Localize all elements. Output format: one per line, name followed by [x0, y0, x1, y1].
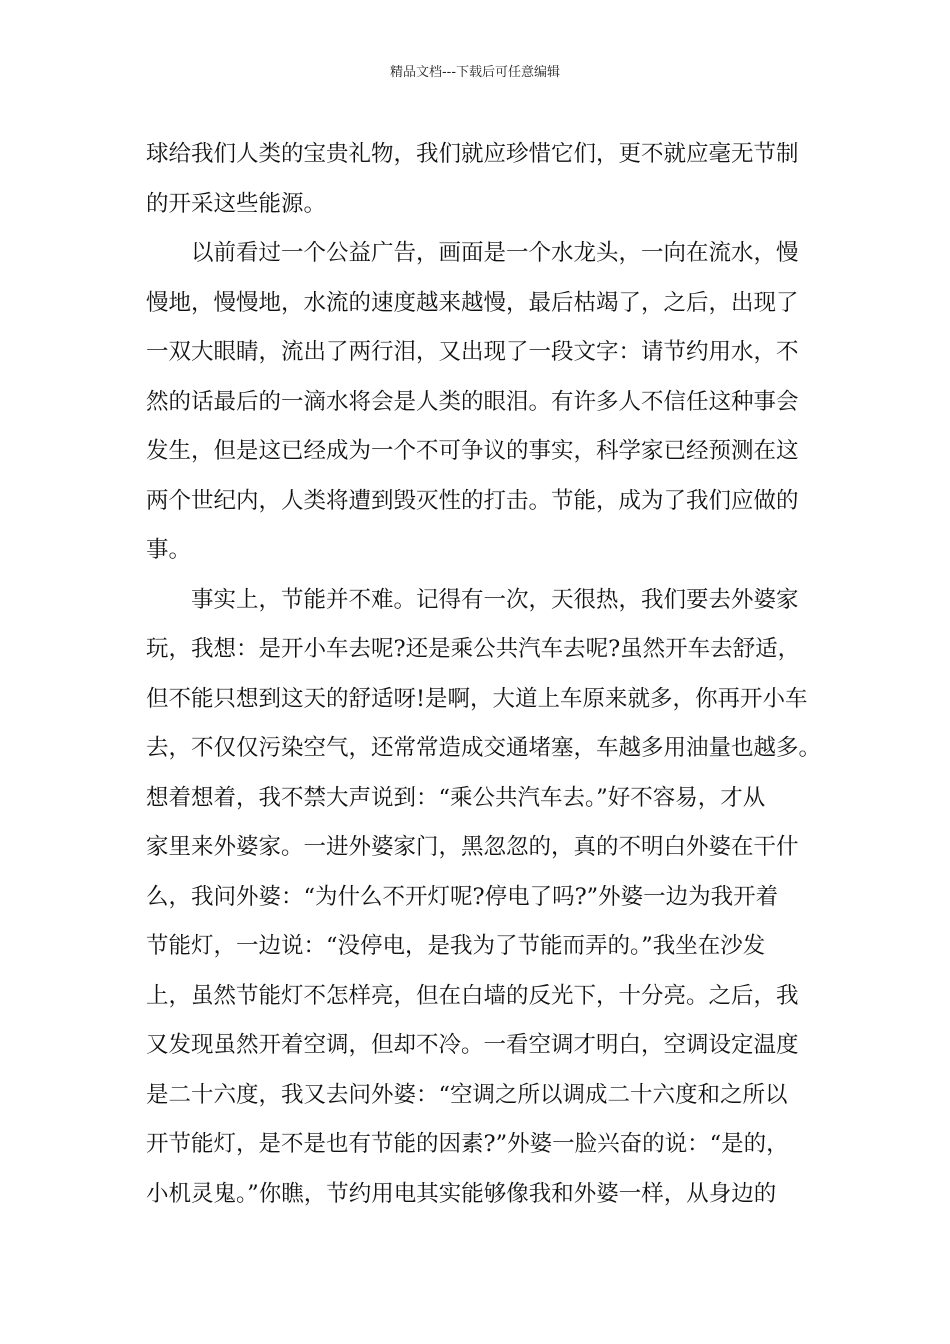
page-header: 精品文档---下载后可任意编辑	[389, 65, 561, 80]
paragraph-1-line-1: 球给我们人类的宝贵礼物，我们就应珍惜它们，更不就应毫无节制	[146, 141, 799, 167]
paragraph-3-line-2: 玩，我想：是开小车去呢?还是乘公共汽车去呢?虽然开车去舒适，	[146, 636, 801, 662]
paragraph-3-line-11: 是二十六度，我又去问外婆：“空调之所以调成二十六度和之所以	[146, 1081, 788, 1108]
document-body	[146, 130, 822, 1219]
paragraph-3-line-13: 小机灵鬼。”你瞧，节约用电其实能够像我和外婆一样，从身边的	[146, 1180, 777, 1207]
paragraph-2-line-4: 然的话最后的一滴水将会是人类的眼泪。有许多人不信任这种事会	[146, 388, 799, 415]
paragraph-2-line-5: 发生，但是这已经成为一个不可争议的事实，科学家已经预测在这	[146, 438, 799, 464]
paragraph-3-line-10: 又发现虽然开着空调，但却不冷。一看空调才明白，空调设定温度	[146, 1032, 799, 1058]
paragraph-3-line-3: 但不能只想到这天的舒适呀!是啊，大道上车原来就多，你再开小车	[146, 685, 808, 712]
paragraph-3-line-9: 上，虽然节能灯不怎样亮，但在白墙的反光下，十分亮。之后，我	[146, 982, 799, 1009]
paragraph-3-line-4: 去，不仅仅污染空气，还常常造成交通堵塞，车越多用油量也越多。	[146, 735, 822, 761]
paragraph-3-line-5: 想着想着，我不禁大声说到：“乘公共汽车去。”好不容易，才从	[146, 784, 766, 811]
paragraph-3-line-7: 么，我问外婆：“为什么不开灯呢?停电了吗?”外婆一边为我开着	[146, 883, 779, 910]
paragraph-2-line-1: 以前看过一个公益广告，画面是一个水龙头，一向在流水，慢	[191, 240, 799, 266]
paragraph-3-line-1: 事实上，节能并不难。记得有一次，天很热，我们要去外婆家	[191, 586, 799, 613]
paragraph-3-line-12: 开节能灯，是不是也有节能的因素?”外婆一脸兴奋的说：“是的，	[146, 1131, 789, 1157]
paragraph-2-line-6: 两个世纪内，人类将遭到毁灭性的打击。节能，成为了我们应做的	[146, 487, 799, 514]
paragraph-2-line-3: 一双大眼睛，流出了两行泪，又出现了一段文字：请节约用水，不	[146, 339, 799, 365]
paragraph-3-line-6: 家里来外婆家。一进外婆家门，黑忽忽的，真的不明白外婆在干什	[146, 834, 799, 860]
paragraph-2-line-7: 事。	[146, 537, 192, 563]
paragraph-3-line-8: 节能灯，一边说：“没停电，是我为了节能而弄的。”我坐在沙发	[146, 933, 766, 959]
paragraph-1-line-2: 的开采这些能源。	[146, 190, 327, 217]
paragraph-2-line-2: 慢地，慢慢地，水流的速度越来越慢，最后枯竭了，之后，出现了	[146, 289, 799, 316]
